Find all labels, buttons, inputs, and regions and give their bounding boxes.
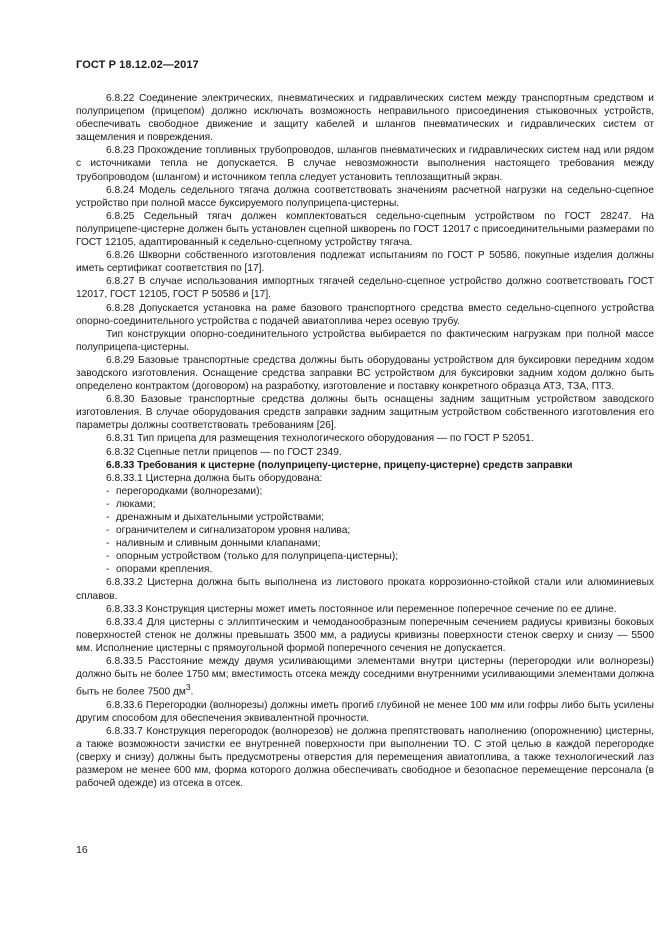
- paragraph-6-8-33-6: 6.8.33.6 Перегородки (волнорезы) должны иметь прогиб глубиной не менее 100 мм или гофры либо быть усилены другим способом для обеспечения эквивалентной прочности.: [76, 699, 654, 724]
- paragraph-6-8-33-2: 6.8.33.2 Цистерна должна быть выполнена из листового проката коррозионно-стойкой стали или алюминиевых сплавов.: [76, 577, 654, 602]
- paragraph-6-8-33-1: 6.8.33.1 Цистерна должна быть оборудована:: [106, 472, 323, 484]
- list-item: - наливным и сливным донными клапанами;: [106, 538, 321, 550]
- list-marker: -: [106, 498, 110, 510]
- section-heading-6-8-33: 6.8.33 Требования к цистерне (полуприцепу-цистерне, прицепу-цистерне) средств заправки: [106, 459, 573, 471]
- list-marker: -: [106, 485, 110, 497]
- paragraph-6-8-27: 6.8.27 В случае использования импортных тягачей седельно-сцепное устройство должно соответствовать ГОСТ 12017, ГОСТ 12105, ГОСТ Р 50586 и [17].: [76, 276, 654, 301]
- paragraph-6-8-33-3: 6.8.33.3 Конструкция цистерны может иметь постоянное или переменное поперечное сечение по ее длине.: [106, 603, 617, 615]
- paragraph-6-8-31: 6.8.31 Тип прицепа для размещения технологического оборудования — по ГОСТ Р 52051.: [106, 433, 534, 445]
- superscript-3: 3: [185, 682, 191, 693]
- paragraph-6-8-26: 6.8.26 Шкворни собственного изготовления подлежат испытаниям по ГОСТ Р 50586, покупные изделия должны иметь сертификат соответствия по [17].: [76, 250, 654, 275]
- page-number: 16: [76, 844, 88, 856]
- document-header: ГОСТ Р 18.12.02—2017: [76, 59, 199, 71]
- list-item: - ограничителем и сигнализатором уровня налива;: [106, 525, 351, 537]
- paragraph-6-8-28-note: Тип конструкции опорно-соединительного устройства выбирается по фактическим нагрузкам при полной массе полуприцепа-цистерны.: [76, 328, 654, 353]
- paragraph-6-8-33-4: 6.8.33.4 Для цистерны с эллиптическим и чемоданообразным поперечным сечением радиусы кривизны боковых поверхностей стенок не должны превышать 3500 мм, а радиусы кривизны поверхности стенок сверху и снизу — 5500 мм. Исполнение цистерны с прямоугольной формой поперечного сечения не допускается.: [76, 616, 654, 654]
- paragraph-6-8-24: 6.8.24 Модель седельного тягача должна соответствовать значениям расчетной нагрузки на седельно-сцепное устройство при полной массе буксируемого полуприцепа-цистерны.: [76, 184, 654, 209]
- list-marker: -: [106, 564, 110, 576]
- paragraph-6-8-30: 6.8.30 Базовые транспортные средства должны быть оснащены задним защитным устройством заводского изготовления. В случае оборудования средств заправки задним защитным устройством собственного изготовления его параметры должны соответствовать требованиям [26].: [76, 394, 654, 432]
- paragraph-6-8-33-5: 6.8.33.5 Расстояние между двумя усиливающими элементами внутри цистерны (перегородки или волнорезы) должно быть не более 1750 мм; вместимость отсека между соседними внутренними усиливающими элементами должна быть не более 7500 $дм^3$.: [76, 656, 654, 698]
- list-marker: -: [106, 538, 110, 550]
- list-item: - опорами крепления.: [106, 564, 213, 576]
- list-item: - перегородками (волнорезами);: [106, 485, 263, 497]
- paragraph-6-8-23: 6.8.23 Прохождение топливных трубопроводов, шлангов пневматических и гидравлических систем над или рядом с источниками тепла не допускается. В случае невозможности выполнения настоящего требования между трубопроводом (шлангом) и источником тепла следует установить теплозащитный экран.: [76, 145, 654, 183]
- list-marker: -: [106, 551, 110, 563]
- equipment-list: [76, 485, 654, 577]
- list-item: - дренажным и дыхательными устройствами;: [106, 512, 324, 523]
- paragraph-6-8-32: 6.8.32 Сцепные петли прицепов — по ГОСТ 2349.: [106, 446, 342, 458]
- list-marker: -: [106, 525, 110, 537]
- paragraph-6-8-22: 6.8.22 Соединение электрических, пневматических и гидравлических систем между транспортным средством и полуприцепом (прицепом) должно исключать возможность неправильного присоединения стыковочных устройств, обеспечивать свободное движение и защиту кабелей и шлангов пневматических и гидравлических систем от защемления и повреждения.: [76, 93, 654, 144]
- paragraph-6-8-28: 6.8.28 Допускается установка на раме базового транспортного средства вместо седельно-сцепного устройства опорно-соединительного устройства с подачей авиатоплива через осевую трубу.: [76, 302, 654, 327]
- paragraph-6-8-33-7: 6.8.33.7 Конструкция перегородок (волнорезов) не должна препятствовать наполнению (опорожнению) цистерны, а также возможности зачистки ее внутренней поверхности при выполнении ТО. С этой целью в каждой перегородке (сверху и снизу) должны быть предусмотрены отверстия для перемещения авиатоплива, а также технологический лаз размером не менее 600 мм, форма которого должна обеспечивать свободное и безопасное перемещение персонала (в рабочей одежде) из отсека в отсек.: [76, 725, 654, 790]
- document-body: [76, 92, 654, 790]
- paragraph-6-8-29: 6.8.29 Базовые транспортные средства должны быть оборудованы устройством для буксировки передним ходом заводского изготовления. Оснащение средства заправки ВС устройством для буксировки задним ходом должно быть определено контрактом (договором) на разработку, изготовление и поставку конкретного образца АТЗ, ТЗА, ПТЗ.: [76, 354, 654, 393]
- list-item: - люками;: [106, 498, 156, 510]
- list-marker: -: [106, 512, 110, 523]
- paragraph-6-8-25: 6.8.25 Седельный тягач должен комплектоваться седельно-сцепным устройством по ГОСТ 28247. На полуприцепе-цистерне должен быть установлен сцепной шкворень по ГОСТ 12017 с присоединительными размерами по ГОСТ 12105, адаптированный к седельно-сцепному устройству тягача.: [76, 210, 654, 249]
- list-item: - опорным устройством (только для полуприцепа-цистерны);: [106, 551, 399, 563]
